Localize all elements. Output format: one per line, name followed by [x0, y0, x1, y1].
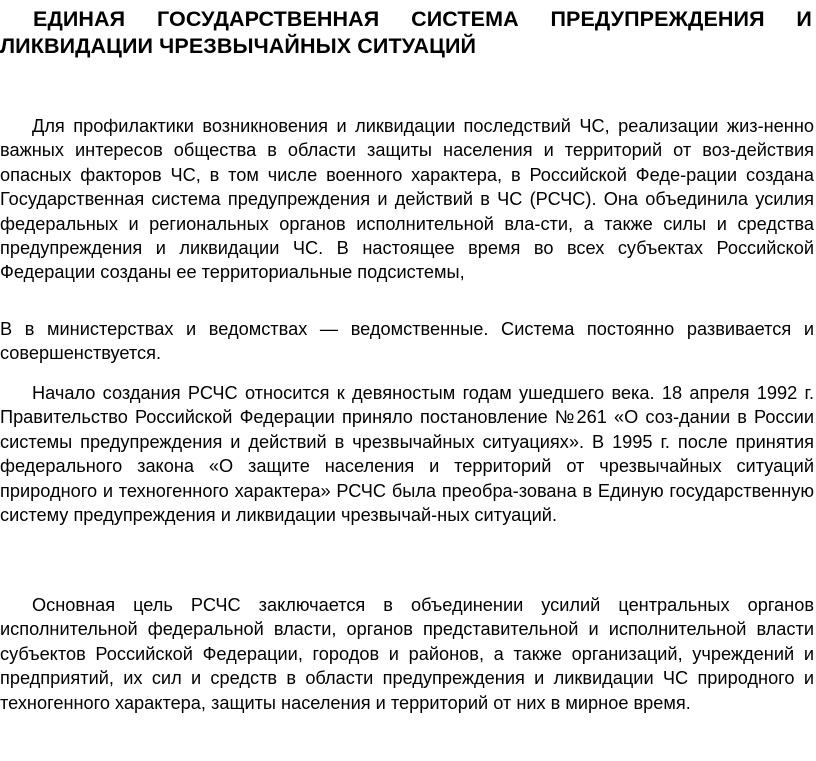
- paragraph-3: Начало создания РСЧС относится к девяностым годам ушедшего века. 18 апреля 1992 г. Правительство Российской Федерации приняло постановление №261 «О соз-дании в России системы предупреждения и действий в чрезвычайных ситуациях». В 1995 г. после принятия федерального закона «О защите населения и территорий от чрезвычайных ситуаций природного и техногенного характера» РСЧС была преобра-зована в Единую государственную систему предупреждения и ликвидации чрезвычай-ных ситуаций.: [0, 383, 814, 526]
- title-line-1: ЕДИНАЯ ГОСУДАРСТВЕННАЯ СИСТЕМА ПРЕДУПРЕЖДЕНИЯ И: [33, 7, 812, 31]
- paragraph-2: В в министерствах и ведомствах — ведомственные. Система постоянно развивается и совершенствуется.: [0, 319, 814, 364]
- paragraph-1: Для профилактики возникновения и ликвидации последствий ЧС, реализации жиз-ненно важных интересов общества в области защиты населения и территорий от воз-действия опасных факторов ЧС, в том числе военного характера, в Российской Феде-рации создана Государственная система предупреждения и действий в ЧС (РСЧС). Она объединила усилия федеральных и региональных органов исполнительной вла-сти, а также силы и средства предупреждения и ликвидации ЧС. В настоящее время во всех субъектах Российской Федерации созданы ее территориальные подсистемы,: [0, 116, 814, 283]
- title-line-2: ЛИКВИДАЦИИ ЧРЕЗВЫЧАЙНЫХ СИТУАЦИЙ: [0, 34, 477, 58]
- paragraph-4: Основная цель РСЧС заключается в объединении усилий центральных органов исполнительной федеральной власти, органов представительной и исполнительной власти субъектов Российской Федерации, городов и районов, а также организаций, учреждений и предприятий, их сил и средств в области предупреждения и ликвидации ЧС природного и техногенного характера, защиты населения и территорий от них в мирное время.: [0, 595, 814, 713]
- page-title: [0, 6, 812, 60]
